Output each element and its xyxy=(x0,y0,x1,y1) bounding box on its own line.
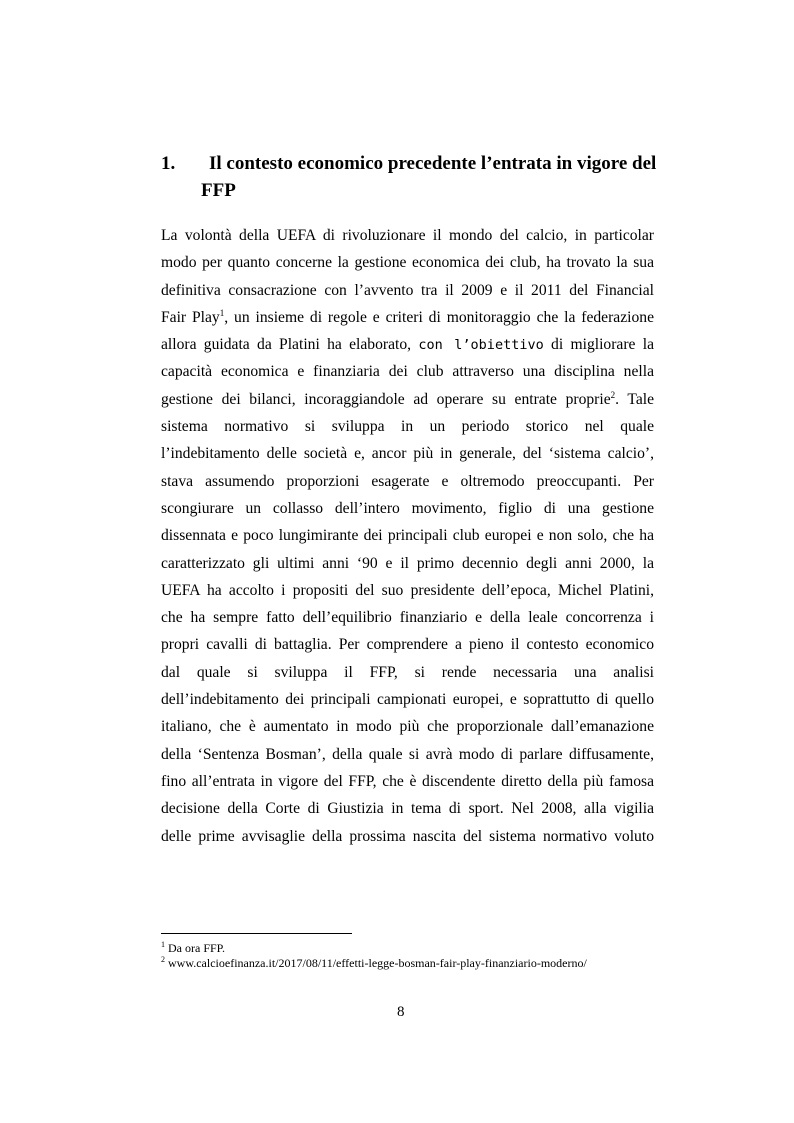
monospace-phrase: con l’obiettivo xyxy=(418,337,544,354)
text-line: dal quale si sviluppa il FFP, si rende necessaria una analisi xyxy=(161,663,654,681)
text-line: dell’indebitamento dei principali campionati europei, e soprattutto di quello xyxy=(161,691,654,709)
text-line xyxy=(161,386,654,413)
text-line: che ha sempre fatto dell’equilibrio finanziario e della leale concorrenza i xyxy=(161,609,654,627)
footnote-mark: 1 xyxy=(161,940,165,949)
text-line: capacità economica e finanziaria dei club attraverso una disciplina nella xyxy=(161,363,654,381)
text-line: delle prime avvisaglie della prossima nascita del sistema normativo voluto xyxy=(161,827,654,845)
text-line: definitiva consacrazione con l’avvento tra il 2009 e il 2011 del Financial xyxy=(161,281,654,299)
section-title-line-1: Il contesto economico precedente l’entrata in vigore del xyxy=(209,153,657,174)
text-line xyxy=(161,331,654,358)
text-line: italiano, che è aumentato in modo più che proporzionale dall’emanazione xyxy=(161,718,654,736)
footnote-ref-2: 2 xyxy=(610,389,616,400)
text-line: scongiurare un collasso dell’intero movimento, figlio di una gestione xyxy=(161,499,654,517)
text-line: modo per quanto concerne la gestione economica dei club, ha trovato la sua xyxy=(161,254,654,272)
text-fragment: gestione dei bilanci, incoraggiandole ad operare su entrate proprie xyxy=(161,390,611,408)
text-fragment: di migliorare la xyxy=(551,336,655,354)
text-line: stava assumendo proporzioni esagerate e oltremodo preoccupanti. Per xyxy=(161,472,654,490)
text-fragment: un insieme di regole e criteri di monitoraggio che la federazione xyxy=(234,308,654,326)
text-line: l’indebitamento delle società e, ancor più in generale, del ‘sistema calcio’, xyxy=(161,445,654,463)
text-line: decisione della Corte di Giustizia in tema di sport. Nel 2008, alla vigilia xyxy=(161,800,654,818)
text-line: caratterizzato gli ultimi anni ‘90 e il primo decennio degli anni 2000, la xyxy=(161,554,654,572)
section-title-line-2: FFP xyxy=(201,180,236,201)
body-paragraph xyxy=(161,222,654,850)
text-fragment: . Tale xyxy=(615,390,654,408)
footnote-text: Da ora FFP. xyxy=(168,941,226,955)
footnote-mark: 2 xyxy=(161,955,165,964)
footnote-separator xyxy=(161,933,352,934)
text-line: dissennata e poco lungimirante dei principali club europei e non solo, che ha xyxy=(161,527,654,545)
fair-play-term: Fair Play xyxy=(161,308,220,326)
section-number: 1. xyxy=(161,153,176,174)
text-fragment: allora guidata da Platini ha elaborato, xyxy=(161,336,412,354)
footnote-ref-1: 1 xyxy=(219,307,225,318)
page-number: 8 xyxy=(397,1004,405,1020)
text-line: UEFA ha accolto i propositi del suo presidente dell’epoca, Michel Platini, xyxy=(161,581,654,599)
footnote-link-text: www.calcioefinanza.it/2017/08/11/effetti-legge-bosman-fair-play-finanziario-moderno/ xyxy=(168,956,587,970)
footnotes xyxy=(161,941,661,971)
text-line: fino all’entrata in vigore del FFP, che è discendente diretto della più famosa xyxy=(161,772,654,790)
text-line: La volontà della UEFA di rivoluzionare il mondo del calcio, in particolar xyxy=(161,227,654,244)
text-line: della ‘Sentenza Bosman’, della quale si avrà modo di parlare diffusamente, xyxy=(161,745,654,763)
footnote-2 xyxy=(161,956,661,971)
comma: , xyxy=(224,308,229,326)
text-line: propri cavalli di battaglia. Per comprendere a pieno il contesto economico xyxy=(161,636,654,654)
text-line: sistema normativo si sviluppa in un periodo storico nel quale xyxy=(161,418,654,436)
footnote-1 xyxy=(161,941,661,956)
text-line xyxy=(161,304,654,331)
